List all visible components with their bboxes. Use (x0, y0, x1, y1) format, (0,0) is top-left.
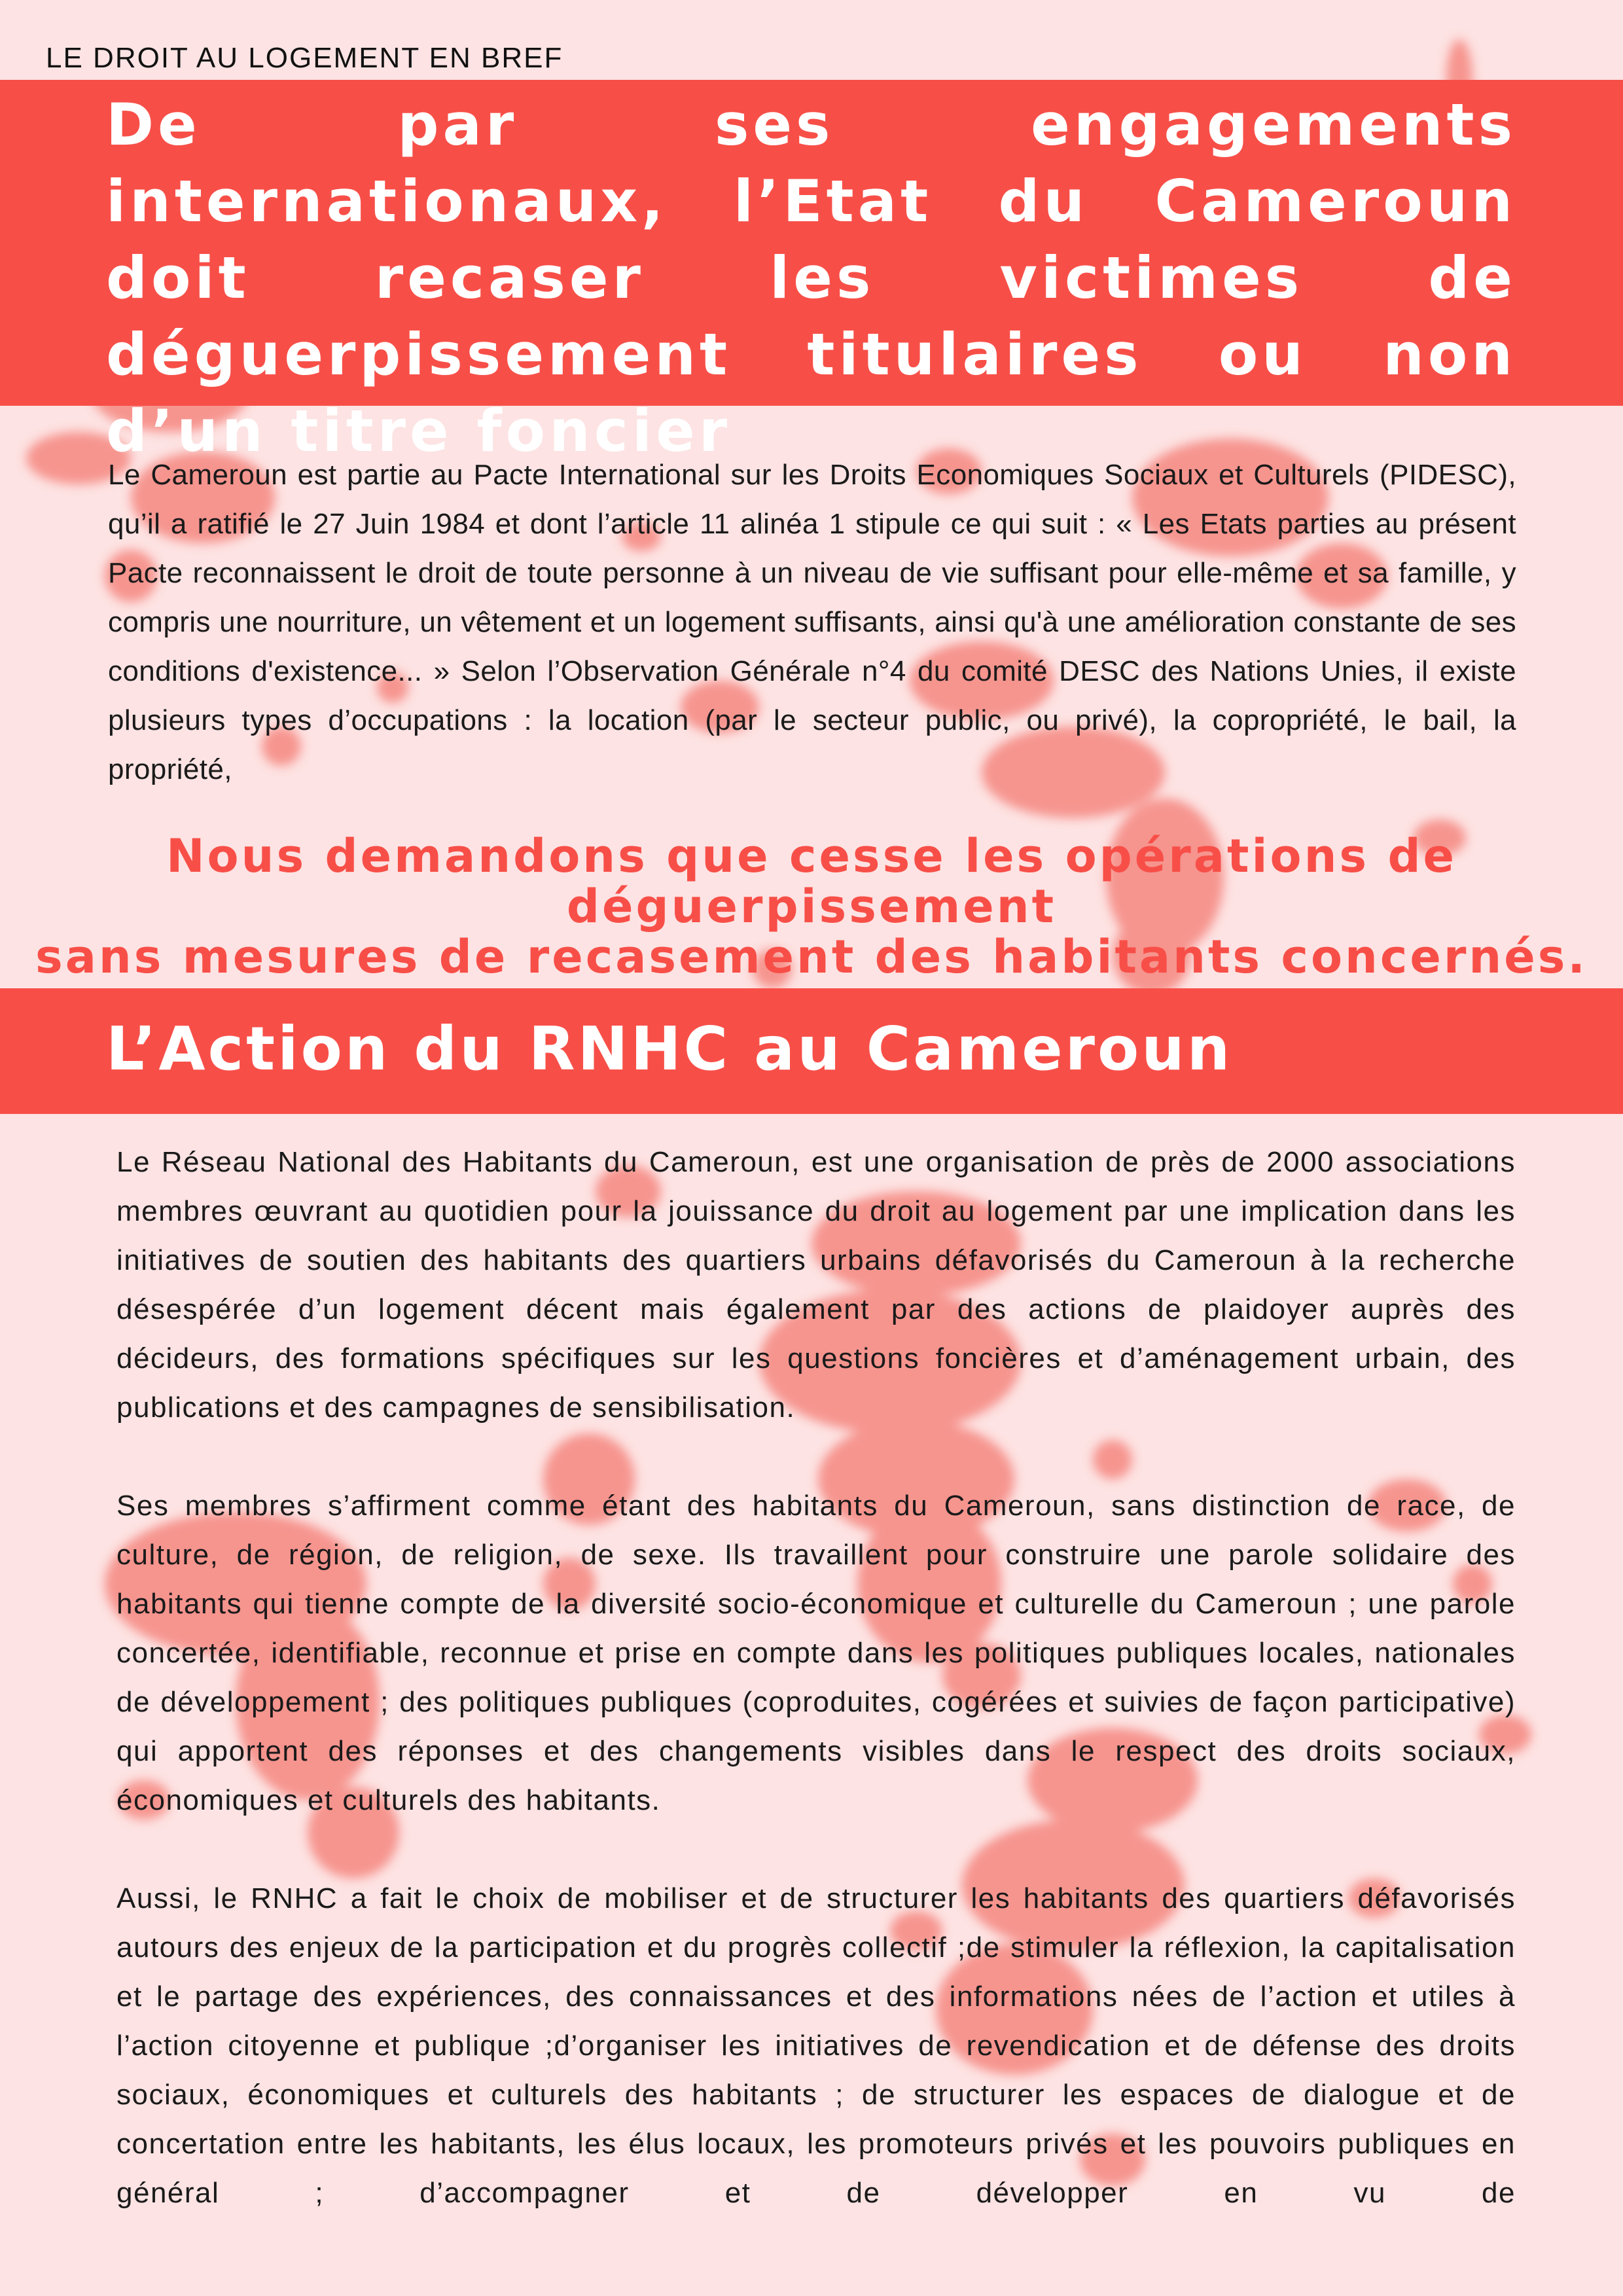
intro-paragraph: Le Cameroun est partie au Pacte International sur les Droits Economiques Sociaux et Culturels (PIDESC), qu’il a ratifié le 27 Juin 1984 et dont l’article 11 alinéa 1 stipule ce qui suit : « Les Etats parties au présent Pacte reconnaissent le droit de toute personne à un niveau de vie suffisant pour elle-même et sa famille, y compris une nourriture, un vêtement et un logement suffisants, ainsi qu'à une amélioration constante de ses conditions d'existence... » Selon l’Observation Générale n°4 du comité DESC des Nations Unies, il existe plusieurs types d’occupations : la location (par le secteur public, ou privé), la copropriété, le bail, la propriété, (108, 459, 1516, 785)
headline: De par ses engagements internationaux, l’Etat du Cameroun doit recaser les victimes de déguerpissement titulaires ou non d’un titre foncier (106, 91, 1516, 465)
demand-line-2: sans mesures de recasement des habitants concernés. (35, 930, 1588, 984)
demand-callout (0, 831, 1623, 982)
section-title: L’Action du RNHC au Cameroun (106, 1014, 1233, 1084)
page-header-label: LE DROIT AU LOGEMENT EN BREF (46, 42, 563, 74)
rnhc-paragraph-2: Ses membres s’affirment comme étant des habitants du Cameroun, sans distinction de race, de culture, de région, de religion, de sexe. Ils travaillent pour construire une parole solidaire des habitants qui tienne compte de la diversité socio-économique et culturelle du Cameroun ; une parole concertée, identifiable, reconnue et prise en compte dans les politiques publiques locales, nationales de développement ; des politiques publiques (coproduites, cogérées et suivies de façon participative) qui apportent des réponses et des changements visibles dans le respect des droits sociaux, économiques et culturels des habitants. (116, 1490, 1516, 1816)
rnhc-paragraph-1: Le Réseau National des Habitants du Cameroun, est une organisation de près de 2000 associations membres œuvrant au quotidien pour la jouissance du droit au logement par une implication dans les initiatives de soutien des habitants des quartiers urbains défavorisés du Cameroun à la recherche désespérée d’un logement décent mais également par des actions de plaidoyer auprès des décideurs, des formations spécifiques sur les questions foncières et d’aménagement urbain, des publications et des campagnes de sensibilisation. (116, 1146, 1516, 1424)
rnhc-paragraph-3: Aussi, le RNHC a fait le choix de mobiliser et de structurer les habitants des quartiers défavorisés autours des enjeux de la participation et du progrès collectif ;de stimuler la réflexion, la capitalisation et le partage des expériences, des connaissances et des informations nées de l’action et utiles à l’action citoyenne et publique ;d’organiser les initiatives de revendication et de défense des droits sociaux, économiques et culturels des habitants ; de structurer les espaces de dialogue et de concertation entre les habitants, les élus locaux, les promoteurs privés et les pouvoirs publiques en général ; d’accompagner et de développer en vu de (116, 1882, 1516, 2209)
demand-line-1: Nous demandons que cesse les opérations de déguerpissement (166, 829, 1457, 933)
